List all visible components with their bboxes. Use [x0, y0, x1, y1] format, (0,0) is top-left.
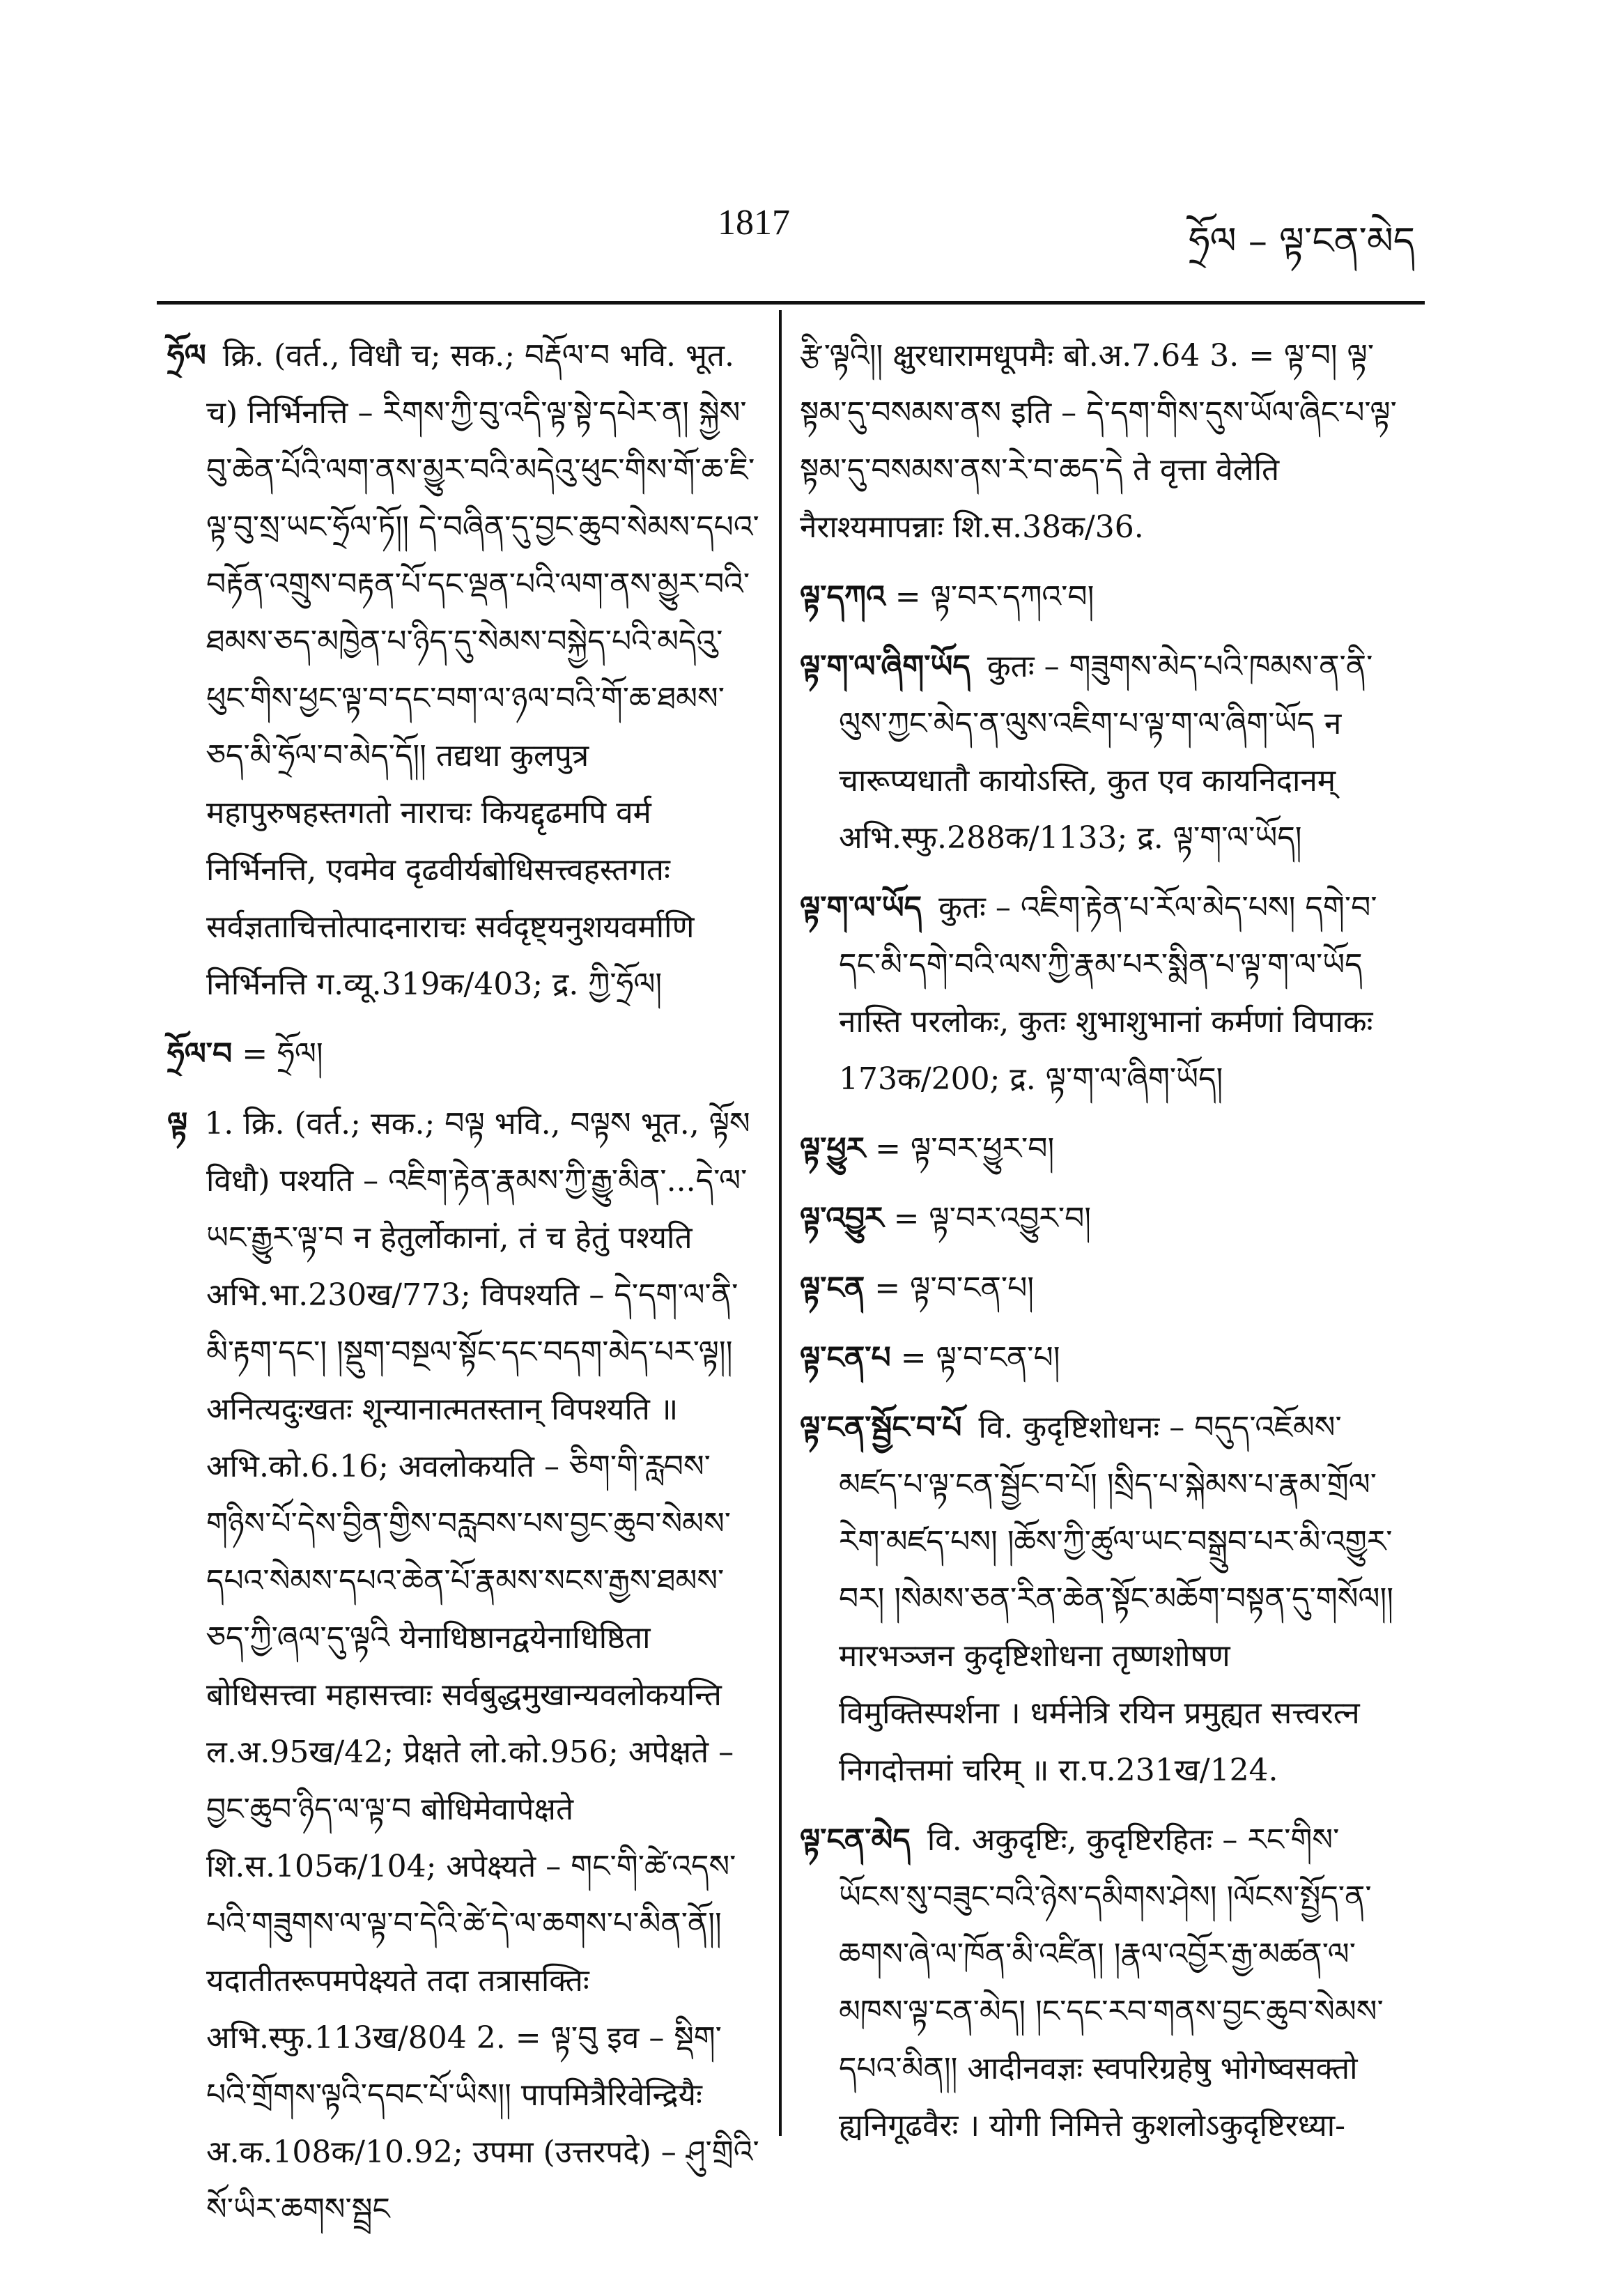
entry-text: कुतः – འཇིག་རྟེན་པ་རོལ་མེད་པས། དགེ་བ་དང་མི་དགེ་བའི་ལས་ཀྱི་རྣམ་པར་སྨིན་པ་ལྟ་ག་ལ་ཡོད नास्ति परलोकः, कुतः शुभाशुभानां कर्मणां विपाकः 173क/200; द्र. ལྟ་ག་ལ་ཞིག་ཡོད།	[839, 890, 1377, 1097]
entry-headword: ལྟ་དཀའ	[800, 579, 886, 615]
dictionary-entry	[800, 1190, 1399, 1247]
dictionary-entry	[800, 1399, 1399, 1799]
left-column	[167, 328, 759, 2251]
entry-text: वि. अकुदृष्टिः, कुदृष्टिरहितः – རང་གིས་ཡོངས་སུ་བཟུང་བའི་ཉེས་དམིགས་ཤེས། །ལོངས་སྤྱོད་ན་ཆགས་ཞེ་ལ་ཁོན་མི་འཛིན། །རྣལ་འབྱོར་རྒྱ་མཚན་ལ་མཁས་ལྟ་ངན་མེད། །ང་དང་རབ་གནས་བྱང་ཆུབ་སེམས་དཔའ་མིན།། आदीनवज्ञः स्वपरिग्रहेषु भोगेष्वसक्तो ह्यनिगूढवैरः । योगी निमित्ते कुशलोऽकुदृष्टिरध्या-	[839, 1822, 1384, 2144]
entry-text: རྩི་ལྟའི།། क्षुरधारामधूपमैः बो.अ.7.64 3. = ལྟ་བ། ལྟ་སྟམ་དུ་བསམས་ནས इति – དེ་དག་གིས་དུས་ཡོལ་ཞིང་པ་ལྟ་སྟམ་དུ་བསམས་ནས་རེ་བ་ཆད་དེ ते वृत्ता वेलेति नैराश्यमापन्नाः शि.स.38क/36.	[800, 338, 1397, 545]
entry-headword: ལྟ	[167, 1106, 188, 1141]
entry-text: = ཧྲོལ།	[242, 1036, 323, 1072]
dictionary-entry	[167, 1095, 759, 2238]
running-head: ཧྲོལ – ལྟ་ངན་མེད	[1189, 219, 1415, 263]
entry-text: वि. कुदृष्टिशोधनः – བདུད་འཇོམས་མཛད་པ་ལྟ་ངན་སྦྱོང་བ་པོ། །སྲིད་པ་སྐེམས་པ་རྣམ་གྲོལ་རེག་མཛད་པས། །ཆོས་ཀྱི་ཚུལ་ཡང་བསྒྲུབ་པར་མི་འགྱུར་བར། །སེམས་ཅན་རིན་ཆེན་སྟོང་མཆོག་བསྟན་དུ་གསོལ།། मारभञ्जन कुदृष्टिशोधना तृष्णशोषण विमुक्तिस्पर्शना । धर्मनेत्रि रयिन प्रमुह्यत सत्त्वरत्न निगदोत्तमां चरिम् ॥ रा.प.231ख/124.	[839, 1410, 1393, 1788]
dictionary-entry	[167, 1026, 759, 1083]
entry-headword: ལྟ་འབྱུར	[800, 1201, 884, 1236]
entry-text: = ལྟ་བར་ཕྱུར་བ།	[875, 1131, 1055, 1167]
entry-text: = ལྟ་བར་དཀའ་བ།	[895, 579, 1095, 615]
column-divider	[779, 310, 782, 2136]
right-column	[800, 328, 1399, 2167]
dictionary-entry	[800, 1121, 1399, 1178]
dictionary-entry	[800, 1260, 1399, 1317]
entry-headword: ལྟ་ག་ལ་ཡོད	[800, 890, 922, 925]
dictionary-entry	[800, 638, 1399, 867]
entry-headword: ལྟ་ཕྱུར	[800, 1131, 866, 1167]
entry-text: कुतः – གཟུགས་མེད་པའི་ཁམས་ན་ནི་ལུས་ཀྱང་མེད་ན་ལུས་འཇིག་པ་ལྟ་ག་ལ་ཞིག་ཡོད न चारूप्यधातौ कायोऽस्ति, कुत एव कायनिदानम् अभि.स्फु.288क/1133; द्र. ལྟ་ག་ལ་ཡོད།	[839, 649, 1373, 856]
entry-headword: ལྟ་ངན་མེད	[800, 1822, 911, 1858]
dictionary-entry	[167, 328, 759, 1013]
top-rule	[157, 301, 1425, 305]
entry-headword: ཧྲོལ	[167, 338, 206, 374]
dictionary-entry	[800, 569, 1399, 626]
dictionary-entry	[800, 1812, 1399, 2155]
entry-text: = ལྟ་བར་འབྱུར་བ།	[893, 1201, 1092, 1236]
entry-headword: ལྟ་ངན་པ	[800, 1340, 891, 1376]
dictionary-entry	[800, 879, 1399, 1108]
entry-text: क्रि. (वर्त., विधौ च; सक.; བརྡོལ་བ भवि. भूत. च) निर्भिनत्ति – རིགས་ཀྱི་བུ་འདི་ལྟ་སྟེ་དཔེར་ན། སྐྱེས་བུ་ཆེན་པོའི་ལག་ནས་མྱུར་བའི་མདེའུ་ཕུང་གིས་གོ་ཆ་ཇི་ལྟ་བུ་སྲ་ཡང་ཧྲོལ་ཏོ།། དེ་བཞིན་དུ་བྱང་ཆུབ་སེམས་དཔའ་བརྟོན་འགྲུས་བརྟན་པོ་དང་ལྡན་པའི་ལག་ནས་མྱུར་བའི་ཐམས་ཅད་མཁྱེན་པ་ཉིད་དུ་སེམས་བསྐྱེད་པའི་མདེའུ་ཕུང་གིས་ཕྱང་ལྟ་བ་དང་བག་ལ་ཉལ་བའི་གོ་ཆ་ཐམས་ཅད་མི་ཧྲོལ་བ་མེད་དོ།། तद्यथा कुलपुत्र महापुरुषहस्तगतो नाराचः कियद्दृढमपि वर्म निर्भिनत्ति, एवमेव दृढवीर्यबोधिसत्त्वहस्तगतः सर्वज्ञताचित्तोत्पादनाराचः सर्वदृष्ट्यनुशयवर्माणि निर्भिनत्ति ग.व्यू.319क/403; द्र. ཀྱི་ཧྲོལ།	[206, 338, 759, 1002]
entry-headword: ལྟ་ངན་སྦྱོང་བ་པོ	[800, 1410, 962, 1445]
entry-headword: ལྟ་ག་ལ་ཞིག་ཡོད	[800, 649, 970, 684]
entry-text: 1. क्रि. (वर्त.; सक.; བལྟ भवि., བལྟས भूत., ལྟོས विधौ) पश्यति – འཇིག་རྟེན་རྣམས་ཀྱི་རྒྱུ་མིན་...དེ་ལ་ཡང་རྒྱུར་ལྟ་བ न हेतुर्लोकानां, तं च हेतुं पश्यति अभि.भा.230ख/773; विपश्यति – དེ་དག་ལ་ནི་མི་རྟག་དང་། །སྡུག་བསྔལ་སྟོང་དང་བདག་མེད་པར་ལྟ།། अनित्यदुःखतः शून्यानात्मतस्तान् विपश्यति ॥ अभि.को.6.16; अवलोकयति – ཅིག་གི་རླབས་གཉིས་པོ་དེས་བྱིན་གྱིས་བརླབས་པས་བྱང་ཆུབ་སེམས་དཔའ་སེམས་དཔའ་ཆེན་པོ་རྣམས་སངས་རྒྱས་ཐམས་ཅད་ཀྱི་ཞལ་དུ་ལྟའི येनाधिष्ठानद्वयेनाधिष्ठिता बोधिसत्त्वा महासत्त्वाः सर्वबुद्धमुखान्यवलोकयन्ति ल.अ.95ख/42; प्रेक्षते लो.को.956; अपेक्षते – བྱང་ཆུབ་ཉིད་ལ་ལྟ་བ बोधिमेवापेक्षते शि.स.105क/104; अपेक्ष्यते – གང་གི་ཚེ་འདས་པའི་གཟུགས་ལ་ལྟ་བ་དེའི་ཚེ་དེ་ལ་ཆགས་པ་མིན་ནོ།། यदातीतरूपमपेक्ष्यते तदा तत्रासक्तिः अभि.स्फु.113ख/804 2. = ལྟ་བུ इव – སྡིག་པའི་གྲོགས་ལྟའི་དབང་པོ་ཡིས།། पापमित्रैरिवेन्द्रियैः अ.क.108क/10.92; उपमा (उत्तरपदे) – ཤུ་གྲིའི་སོ་ཡིར་ཆགས་སྦྲང	[204, 1106, 759, 2227]
dictionary-entry	[800, 328, 1399, 556]
page-number: 1817	[718, 203, 790, 243]
entry-headword: ཧྲོལ་བ	[167, 1036, 233, 1072]
dictionary-entry	[800, 1330, 1399, 1387]
entry-text: = ལྟ་བ་ངན་པ།	[874, 1270, 1035, 1306]
entry-text: = ལྟ་བ་ངན་པ།	[900, 1340, 1060, 1376]
entry-headword: ལྟ་ངན	[800, 1270, 865, 1306]
